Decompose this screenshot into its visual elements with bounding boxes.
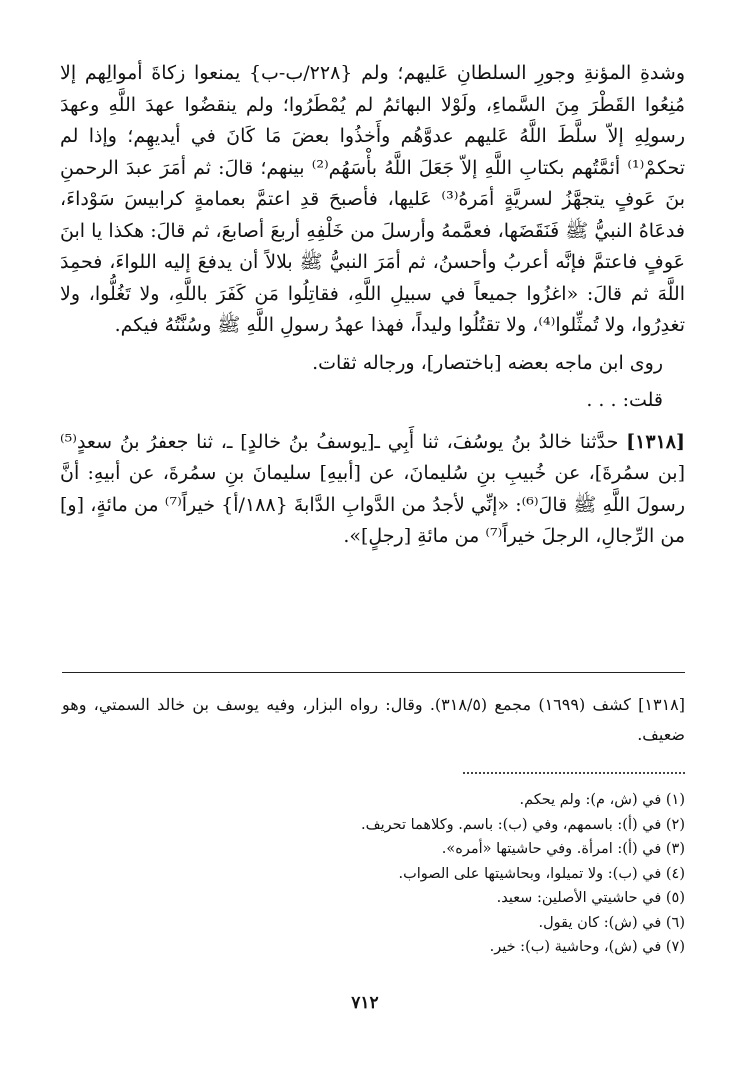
ibn-majah-note: روى ابن ماجه بعضه [باختصار]، ورجاله ثقات. bbox=[312, 351, 663, 374]
footnote-item: (١) في (ش، م): ولم يحكم. bbox=[519, 792, 685, 808]
footnote-item: (٣) في (أ): امرأة. وفي حاشيتها «أمره». bbox=[441, 841, 685, 857]
spacer bbox=[60, 417, 685, 427]
takhrij-note: [١٣١٨] كشف (١٦٩٩) مجمع (٣١٨/٥). وقال: رواه البزار، وفيه يوسف بن خالد السمتي، وهو ضعيف. bbox=[62, 695, 686, 744]
qultu-note: قلت: . . . bbox=[586, 389, 663, 411]
main-body-text bbox=[60, 58, 685, 553]
footnote-item: (٦) في (ش): كان يقول. bbox=[538, 914, 685, 931]
footnote-dotted-separator bbox=[463, 772, 685, 774]
footnote-item: (٢) في (أ): باسمهم، وفي (ب): باسم. وكلاهما تحريف. bbox=[360, 816, 685, 833]
footnote-item: (٥) في حاشيتي الأصلين: سعيد. bbox=[496, 890, 685, 906]
page-number: ٧١٢ bbox=[351, 993, 379, 1013]
hadith-1318-text: حدَّثنا خالدُ بنُ يوسُفَ، ثنا أَبِي ـ[يوسفُ بنُ خالدٍ] ـ، ثنا جعفرُ بنُ سعدٍ⁽⁵⁾ [بن سمُرةَ]، عن خُبيبِ بنِ سُليمانَ، عن [أبيهِ] سليمانَ بنِ سمُرةَ، عن أبيهِ: أنَّ رسولَ اللَّهِ ﷺ قالَ⁽⁶⁾: «إنِّي لأجدُ من الدَّوابِ الدَّابةَ {١٨٨/أ} خيراً⁽⁷⁾ من مائةٍ، [و] من الرِّجالِ، الرجلَ خيراً⁽⁷⁾ من مائةِ [رجلٍ]». bbox=[60, 430, 686, 547]
footnote-divider bbox=[62, 672, 685, 673]
footnote-item: (٧) في (ش)، وحاشية (ب): خير. bbox=[489, 939, 685, 955]
hadith-continuation-paragraph: وشدةِ المؤنةِ وجورِ السلطانِ عَليهم؛ ولم {٢٢٨/ب-ب} يمنعوا زكاةَ أموالِهم إلا مُنِعُوا القَطْرَ مِنَ السَّماءِ، ولَوْلا البهائمُ لم يُمْطَرُوا؛ ولم ينقضُوا عهدَ اللَّهِ وعهدَ رسولِهِ إلاّ سلَّطَ اللَّهُ عَليهم عدوَّهُم وأَخذُوا بعضَ مَا كَانَ في أيديهِم؛ وإذا لم تحكمْ⁽¹⁾ أئمَّتُهم بكتابِ اللَّهِ إلاّ جَعَلَ اللَّهُ بأْسَهُم⁽²⁾ بينهم؛ قالَ: ثم أمَرَ عبدَ الرحمنِ بنَ عَوفٍ يتجهَّزُ لسريَّةٍ أمَرهُ⁽³⁾ عَليها، فأصبحَ قدِ اعتمَّ بعمامةٍ كرابيسَ سَوْداءَ، فدعَاهُ النبيُّ ﷺ فَنَقَضَها، فعمَّمهُ وأرسلَ من خَلْفِهِ أربعَ أصابعَ، ثم قالَ: هكذا يا ابنَ عَوفٍ فاعتمَّ فإنَّه أعربُ وأحسنُ، ثم أمَرَ النبيُّ ﷺ بلالاً أن يدفعَ إليه اللواءَ، فحمِدَ اللَّهَ ثم قالَ: «اغزُوا جميعاً في سبيلِ اللَّهِ، فقاتِلُوا مَن كَفَرَ باللَّهِ، ولا تَغُلُّوا، ولا تغدِرُوا، ولا تُمثِّلوا⁽⁴⁾، ولا تقتُلُوا وليداً، فهذا عهدُ رسولِ اللَّهِ ﷺ وسُنَّتُهُ فيكم. bbox=[60, 62, 685, 336]
footnote-item: (٤) في (ب): ولا تميلوا، وبحاشيتها على الصواب. bbox=[398, 865, 685, 882]
hadith-1318-paragraph bbox=[60, 427, 685, 553]
hadith-number: [١٣١٨] bbox=[626, 430, 685, 453]
footnote-list bbox=[85, 788, 685, 960]
